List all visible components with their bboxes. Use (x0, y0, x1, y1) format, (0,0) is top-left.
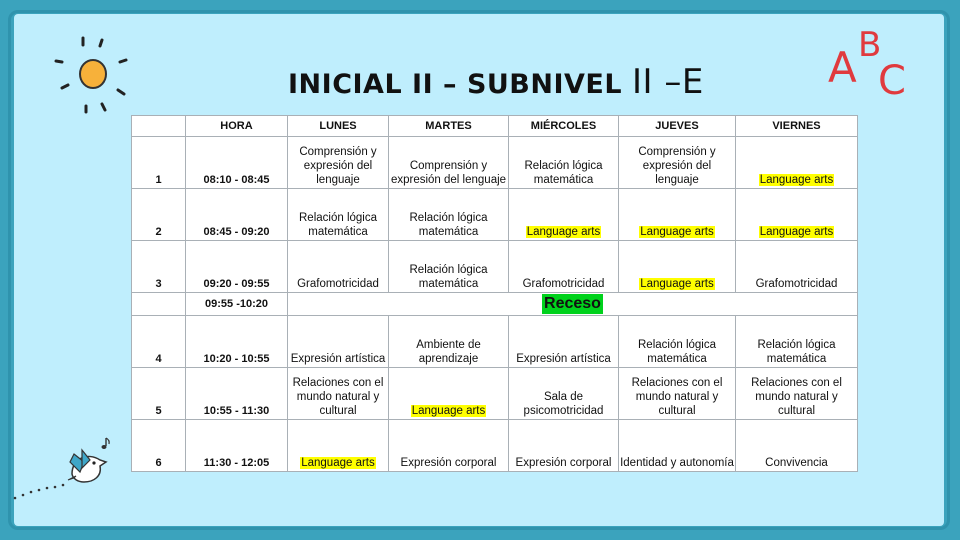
period-number: 5 (132, 368, 186, 420)
schedule-cell: Language arts (619, 241, 736, 293)
schedule-cell: Language arts (509, 189, 619, 241)
period-time: 10:20 - 10:55 (186, 316, 288, 368)
recess-time: 09:55 -10:20 (186, 293, 288, 316)
schedule-cell: Language arts (288, 420, 389, 472)
sun-icon (48, 32, 132, 116)
schedule-cell: Relación lógica matemática (509, 137, 619, 189)
table-row (132, 420, 858, 472)
schedule-cell: Relaciones con el mundo natural y cultural (736, 368, 858, 420)
schedule-cell: Comprensión y expresión del lenguaje (389, 137, 509, 189)
period-number: 2 (132, 189, 186, 241)
period-time: 08:45 - 09:20 (186, 189, 288, 241)
header-viernes: VIERNES (736, 116, 858, 137)
header-martes: MARTES (389, 116, 509, 137)
schedule-cell: Comprensión y expresión del lenguaje (619, 137, 736, 189)
schedule-cell: Convivencia (736, 420, 858, 472)
schedule-cell: Comprensión y expresión del lenguaje (288, 137, 389, 189)
period-number: 6 (132, 420, 186, 472)
schedule-cell: Grafomotricidad (288, 241, 389, 293)
schedule-cell: Relación lógica matemática (619, 316, 736, 368)
schedule-cell: Language arts (736, 137, 858, 189)
period-number: 1 (132, 137, 186, 189)
header-blank (132, 116, 186, 137)
abc-letter-a: A (828, 43, 857, 92)
header-jueves: JUEVES (619, 116, 736, 137)
recess-row (132, 293, 858, 316)
table-row (132, 189, 858, 241)
schedule-cell: Relación lógica matemática (389, 241, 509, 293)
schedule-cell: Relaciones con el mundo natural y cultural (619, 368, 736, 420)
period-time: 11:30 - 12:05 (186, 420, 288, 472)
table-row (132, 368, 858, 420)
schedule-cell: Language arts (736, 189, 858, 241)
schedule-cell: Expresión corporal (509, 420, 619, 472)
schedule-cell: Expresión artística (288, 316, 389, 368)
table-row (132, 316, 858, 368)
table-row (132, 241, 858, 293)
schedule-cell: Expresión corporal (389, 420, 509, 472)
schedule-cell: Relación lógica matemática (736, 316, 858, 368)
recess-cell (288, 293, 858, 316)
header-lunes: LUNES (288, 116, 389, 137)
schedule-cell: Grafomotricidad (736, 241, 858, 293)
period-time: 09:20 - 09:55 (186, 241, 288, 293)
schedule-table (131, 115, 858, 472)
abc-decoration (826, 24, 926, 104)
schedule-cell: Expresión artística (509, 316, 619, 368)
schedule-cell: Ambiente de aprendizaje (389, 316, 509, 368)
period-time: 08:10 - 08:45 (186, 137, 288, 189)
title-roman: II (631, 62, 654, 102)
period-number: 4 (132, 316, 186, 368)
music-note-icon (102, 438, 110, 449)
schedule-cell: Relación lógica matemática (288, 189, 389, 241)
abc-letter-c: C (878, 58, 906, 104)
schedule-cell: Grafomotricidad (509, 241, 619, 293)
period-number: 3 (132, 241, 186, 293)
recess-label: Receso (544, 295, 601, 312)
schedule-cell: Sala de psicomotricidad (509, 368, 619, 420)
schedule-cell: Language arts (389, 368, 509, 420)
title-suffix: –E (653, 62, 704, 102)
title-main: INICIAL II – SUBNIVEL (288, 69, 632, 100)
abc-letter-b: B (858, 25, 882, 65)
schedule-cell: Language arts (619, 189, 736, 241)
schedule-cell: Relación lógica matemática (389, 189, 509, 241)
header-miercoles: MIÉRCOLES (509, 116, 619, 137)
header-hora: HORA (186, 116, 288, 137)
bird-icon (10, 432, 122, 504)
table-row (132, 137, 858, 189)
schedule-cell: Identidad y autonomía (619, 420, 736, 472)
table-header-row (132, 116, 858, 137)
page-title (288, 62, 704, 102)
schedule-cell: Relaciones con el mundo natural y cultural (288, 368, 389, 420)
period-time: 10:55 - 11:30 (186, 368, 288, 420)
recess-blank (132, 293, 186, 316)
